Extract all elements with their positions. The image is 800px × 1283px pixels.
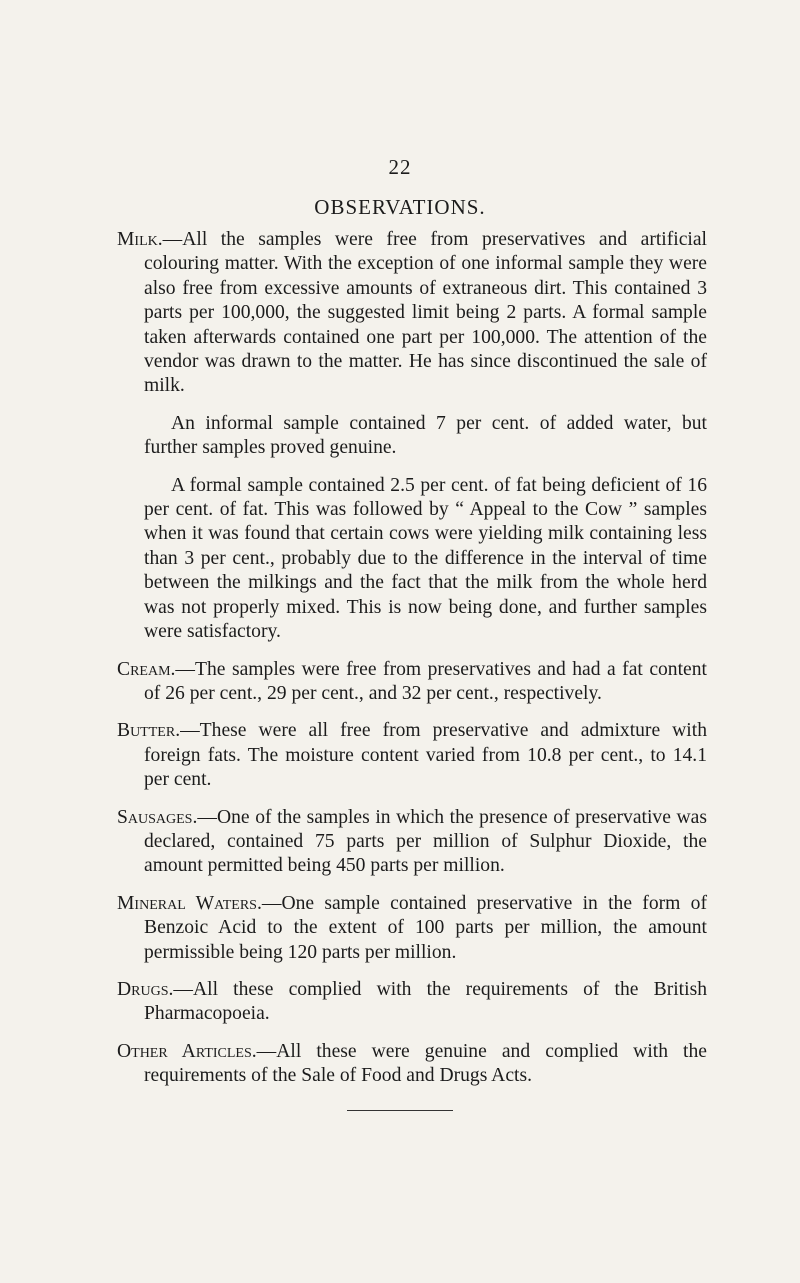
section-title-other-articles: Other Articles (117, 1040, 252, 1062)
section-milk (117, 228, 707, 399)
section-text-milk: .—All the samples were free from preservatives and artificial colouring matter. With the exception of one informal sample they were also free from excessive amounts of extraneous dirt. This contained 3 parts per 100,000, the suggested limit being 2 parts. A formal sample taken afterwards contained one part per 100,000. The attention of the vendor was drawn to the matter. He has since discontinued the sale of milk. (144, 229, 707, 397)
section-text-drugs: .—All these complied with the requirements of the British Pharmacopoeia. (144, 978, 707, 1025)
section-mineral-waters (117, 892, 707, 965)
page-title: OBSERVATIONS. (314, 195, 486, 219)
section-drugs (117, 978, 707, 1027)
section-text-sausages: .—One of the samples in which the presence of preservative was declared, contained 75 parts per million of Sulphur Dioxide, the amount permitted being 450 parts per million. (144, 806, 707, 877)
section-title-butter: Butter (117, 720, 176, 742)
paragraph-milk-added-water: An informal sample contained 7 per cent. of added water, but further samples proved genuine. (144, 412, 707, 459)
document-body (117, 228, 707, 1102)
section-cream (117, 658, 707, 707)
end-divider (347, 1110, 453, 1111)
section-text-butter: .—These were all free from preservative and admixture with foreign fats. The moisture content varied from 10.8 per cent., to 14.1 per cent. (144, 720, 707, 791)
section-text-mineral-waters: .—One sample contained preservative in the form of Benzoic Acid to the extent of 100 parts per million, the amount permissible being 120 parts per million. (144, 892, 707, 963)
section-title-mineral-waters: Mineral Waters (117, 892, 257, 914)
paragraph-milk-fat: A formal sample contained 2.5 per cent. of fat being deficient of 16 per cent. of fat. This was followed by “ Appeal to the Cow ” samples when it was found that certain cows were yielding milk containing less than 3 per cent., probably due to the difference in the interval of time between the milkings and the fact that the milk from the whole herd was not properly mixed. This is now being done, and further samples were satisfactory. (144, 474, 707, 643)
section-text-other-articles: .—All these were genuine and complied with the requirements of the Sale of Food and Drugs Acts. (144, 1040, 707, 1087)
section-title-cream: Cream (117, 658, 171, 680)
section-title-drugs: Drugs (117, 978, 169, 1000)
section-other-articles (117, 1040, 707, 1089)
section-butter (117, 719, 707, 792)
section-title-milk: Milk (117, 229, 158, 250)
page-number: 22 (388, 155, 412, 179)
section-title-sausages: Sausages (117, 806, 193, 828)
section-sausages (117, 806, 707, 879)
section-text-cream: .—The samples were free from preservatives and had a fat content of 26 per cent., 29 per cent., and 32 per cent., respectively. (144, 658, 707, 704)
